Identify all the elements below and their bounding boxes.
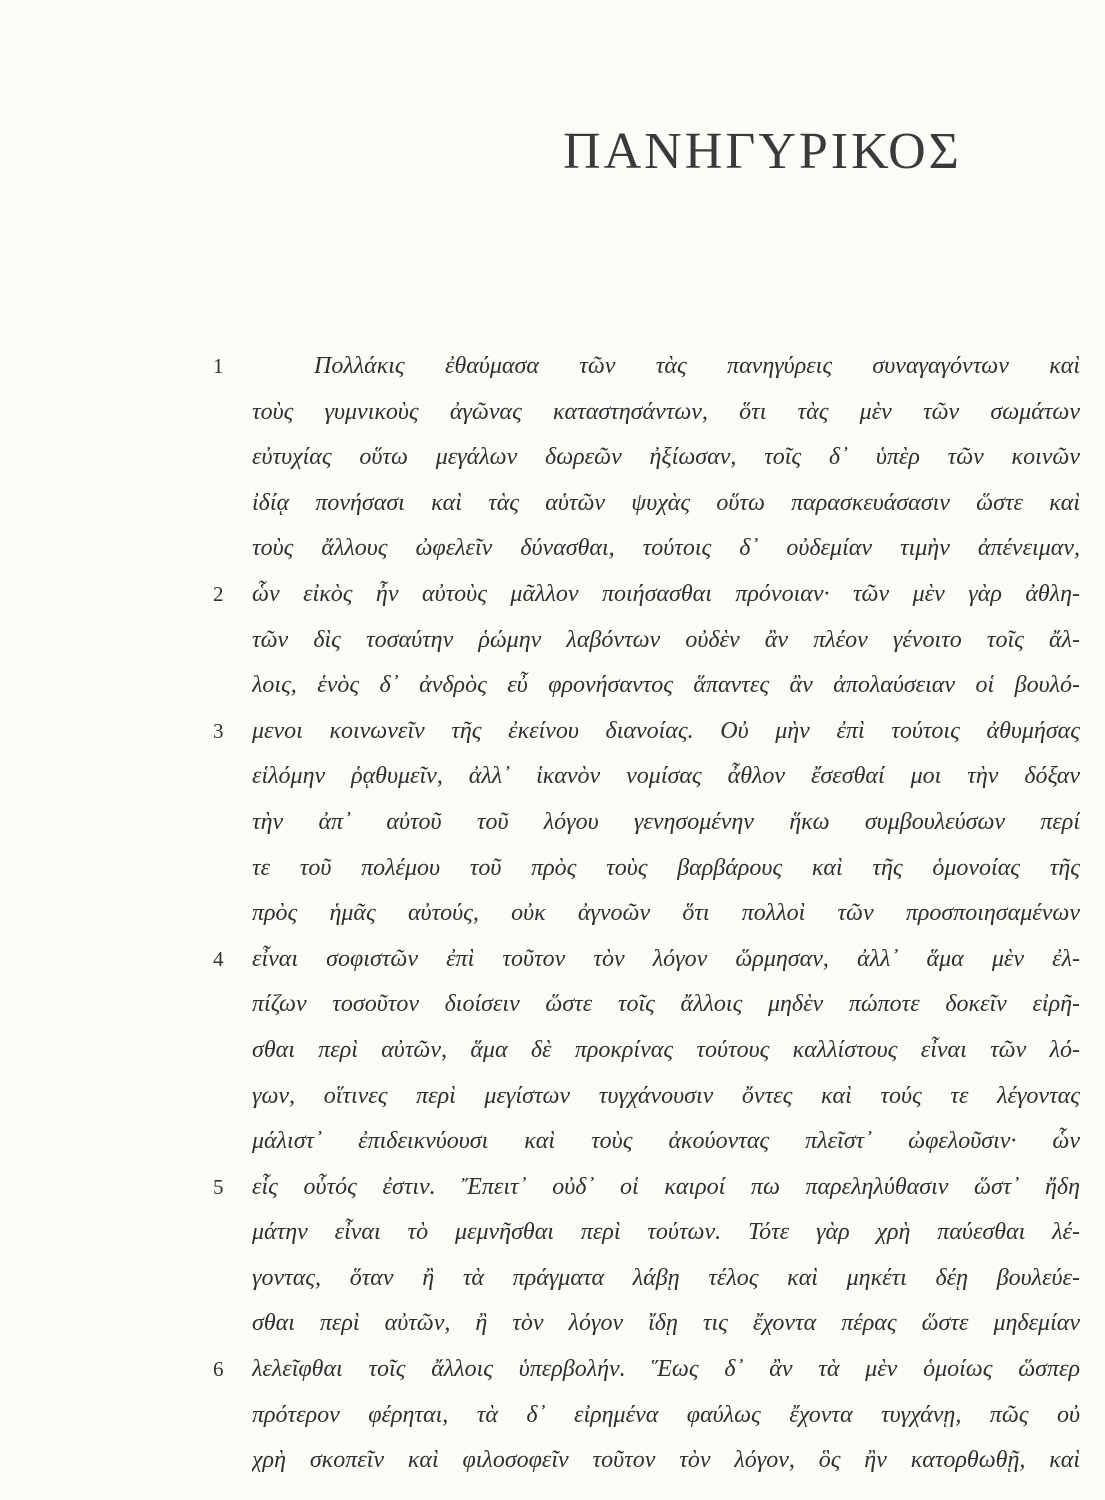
- section-number: 3: [213, 718, 224, 743]
- line-text: εὐτυχίας οὕτω μεγάλων δωρεῶν ἠξίωσαν, τοῖς δ᾽ ὑπὲρ τῶν κοινῶν: [252, 444, 1080, 471]
- text-line: [0, 937, 1105, 983]
- text-line: [0, 891, 1105, 937]
- line-text: τὴν ἀπ᾽ αὐτοῦ τοῦ λόγου γενησομένην ἥκω συμβουλεύσων περί: [252, 808, 1080, 835]
- text-line: [0, 344, 1105, 390]
- text-line: [0, 390, 1105, 436]
- text-line: [0, 1301, 1105, 1347]
- line-text: πίζων τοσοῦτον διοίσειν ὥστε τοῖς ἄλλοις μηδὲν πώποτε δοκεῖν εἰρῆ-: [252, 991, 1080, 1018]
- section-number: 1: [213, 354, 224, 378]
- text-line: [0, 1165, 1105, 1211]
- line-text: γων, οἵτινες περὶ μεγίστων τυγχάνουσιν ὄντες καὶ τούς τε λέγοντας: [252, 1082, 1080, 1109]
- text-line: [0, 618, 1105, 664]
- text-line: [0, 1074, 1105, 1120]
- line-text: μάλιστ᾽ ἐπιδεικνύουσι καὶ τοὺς ἀκούοντας πλεῖστ᾽ ὠφελοῦσιν· ὧν: [252, 1128, 1080, 1155]
- page-title: ΠΑΝΗΓΥΡΙΚΟΣ: [563, 123, 962, 180]
- section-number: 6: [213, 1357, 224, 1382]
- text-line: [0, 1256, 1105, 1302]
- line-text: εἷς οὗτός ἐστιν. Ἔπειτ᾽ οὐδ᾽ οἱ καιροί πω παρεληλύθασιν ὥστ᾽ ἤδη: [252, 1173, 1080, 1200]
- text-line: [0, 982, 1105, 1028]
- line-text: χρὴ σκοπεῖν καὶ φιλοσοφεῖν τοῦτον τὸν λόγον, ὃς ἢν κατορθωθῇ, καὶ: [252, 1447, 1080, 1474]
- text-line: [0, 1393, 1105, 1439]
- text-line: [0, 481, 1105, 527]
- text-line: [0, 754, 1105, 800]
- line-text: τε τοῦ πολέμου τοῦ πρὸς τοὺς βαρβάρους καὶ τῆς ὁμονοίας τῆς: [252, 854, 1080, 881]
- line-text: σθαι περὶ αὐτῶν, ἢ τὸν λόγον ἴδῃ τις ἔχοντα πέρας ὥστε μηδεμίαν: [252, 1310, 1080, 1337]
- line-text: τοὺς γυμνικοὺς ἀγῶνας καταστησάντων, ὅτι τὰς μὲν τῶν σωμάτων: [252, 398, 1080, 425]
- line-text: πρότερον φέρηται, τὰ δ᾽ εἰρημένα φαύλως ἔχοντα τυγχάνῃ, πῶς οὐ: [252, 1401, 1080, 1428]
- line-text: ἰδίᾳ πονήσασι καὶ τὰς αὑτῶν ψυχὰς οὕτω παρασκευάσασιν ὥστε καὶ: [252, 489, 1080, 516]
- line-text: σθαι περὶ αὐτῶν, ἅμα δὲ προκρίνας τούτους καλλίστους εἶναι τῶν λό-: [252, 1036, 1080, 1063]
- text-line: [0, 572, 1105, 618]
- line-text: λελεῖφθαι τοῖς ἄλλοις ὑπερβολήν. Ἕως δ᾽ ἂν τὰ μὲν ὁμοίως ὥσπερ: [252, 1356, 1080, 1383]
- line-text: μενοι κοινωνεῖν τῆς ἐκείνου διανοίας. Οὐ μὴν ἐπὶ τούτοις ἀθυμήσας: [252, 717, 1080, 744]
- line-text: γοντας, ὅταν ἢ τὰ πράγματα λάβῃ τέλος καὶ μηκέτι δέῃ βουλεύε-: [252, 1264, 1080, 1291]
- text-line: [0, 1210, 1105, 1256]
- text-line: [0, 800, 1105, 846]
- line-text: εἱλόμην ῥᾳθυμεῖν, ἀλλ᾽ ἱκανὸν νομίσας ἆθλον ἔσεσθαί μοι τὴν δόξαν: [252, 763, 1080, 790]
- text-line: [0, 663, 1105, 709]
- line-text: τοὺς ἄλλους ὠφελεῖν δύνασθαι, τούτοις δ᾽ οὐδεμίαν τιμὴν ἀπένειμαν,: [252, 535, 1080, 562]
- line-text: τῶν δὶς τοσαύτην ῥώμην λαβόντων οὐδὲν ἂν πλέον γένοιτο τοῖς ἄλ-: [252, 626, 1080, 653]
- line-text: ὧν εἰκὸς ἦν αὐτοὺς μᾶλλον ποιήσασθαι πρόνοιαν· τῶν μὲν γὰρ ἀθλη-: [252, 580, 1080, 607]
- line-text: Πολλάκις ἐθαύμασα τῶν τὰς πανηγύρεις συναγαγόντων καὶ: [314, 353, 1080, 379]
- text-line: [0, 709, 1105, 755]
- section-number: 5: [213, 1174, 224, 1199]
- text-line: [0, 526, 1105, 572]
- line-text: λοις, ἑνὸς δ᾽ ἀνδρὸς εὖ φρονήσαντος ἅπαντες ἂν ἀπολαύσειαν οἱ βουλό-: [252, 672, 1080, 699]
- line-text: πρὸς ἡμᾶς αὐτούς, οὐκ ἀγνοῶν ὅτι πολλοὶ τῶν προσποιησαμένων: [252, 900, 1080, 927]
- text-line: [0, 846, 1105, 892]
- line-text: εἶναι σοφιστῶν ἐπὶ τοῦτον τὸν λόγον ὥρμησαν, ἀλλ᾽ ἅμα μὲν ἐλ-: [252, 945, 1080, 972]
- section-number: 4: [213, 946, 224, 971]
- body-text: [0, 344, 1105, 1484]
- text-line: [0, 1028, 1105, 1074]
- text-line: [0, 1119, 1105, 1165]
- text-line: [0, 435, 1105, 481]
- line-text: μάτην εἶναι τὸ μεμνῆσθαι περὶ τούτων. Τότε γὰρ χρὴ παύεσθαι λέ-: [252, 1219, 1080, 1246]
- section-number: 2: [213, 581, 224, 606]
- text-line: [0, 1347, 1105, 1393]
- text-line: [0, 1438, 1105, 1484]
